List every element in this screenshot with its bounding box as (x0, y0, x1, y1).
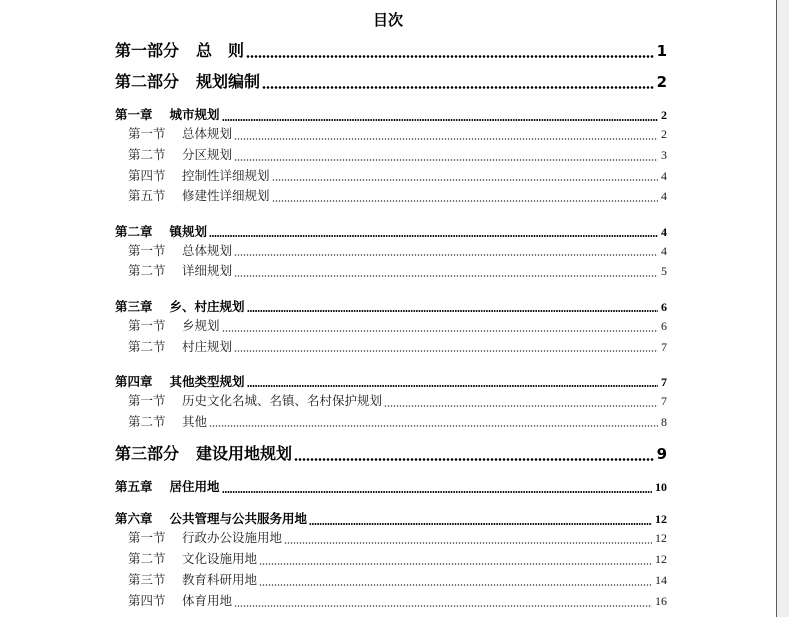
page-number: 12 (655, 552, 667, 567)
dot-leader (234, 254, 658, 256)
part-title: 规划编制 (196, 72, 261, 91)
toc-section-entry[interactable] (115, 124, 667, 145)
page-number: 6 (661, 318, 667, 333)
page-number: 16 (655, 593, 667, 608)
dot-leader (222, 119, 658, 121)
section-number: 第四节 (128, 167, 166, 183)
section-number: 第三节 (128, 572, 166, 588)
dot-leader (272, 200, 658, 202)
page-number: 4 (661, 168, 667, 183)
table-of-contents (115, 29, 667, 612)
page-number: 5 (661, 264, 667, 279)
page-number: 7 (661, 393, 667, 408)
page-number: 14 (655, 573, 667, 588)
chapter-number: 第三章 (115, 298, 153, 314)
toc-section-entry[interactable] (115, 337, 667, 358)
toc-heading: 目次 (372, 11, 403, 29)
part-title: 建设用地规划 (196, 444, 293, 464)
dot-leader (209, 235, 658, 237)
chapter-title: 城市规划 (169, 107, 220, 122)
toc-section-entry[interactable] (115, 591, 667, 612)
dot-leader (246, 55, 654, 58)
dot-leader (234, 350, 658, 352)
part-title: 总 则 (196, 41, 245, 60)
dot-leader (234, 159, 658, 161)
section-number: 第一节 (128, 392, 166, 408)
chapter-title: 镇规划 (169, 223, 208, 239)
toc-section-entry[interactable] (115, 145, 667, 166)
section-title: 文化设施用地 (182, 551, 258, 567)
toc-section-entry[interactable] (115, 528, 667, 549)
page-number: 10 (655, 480, 667, 495)
section-title: 行政办公设施用地 (182, 530, 283, 546)
section-title: 总体规划 (182, 126, 233, 141)
dot-leader (222, 491, 652, 493)
chapter-number: 第一章 (115, 107, 153, 122)
toc-section-entry[interactable] (115, 166, 667, 187)
dot-leader (209, 425, 658, 427)
toc-section-entry[interactable] (115, 391, 667, 412)
chapter-number: 第五章 (115, 479, 153, 495)
section-number: 第二节 (128, 338, 166, 354)
toc-chapter-entry[interactable] (115, 106, 667, 124)
part-number: 第二部分 (115, 72, 180, 91)
dot-leader (247, 385, 658, 387)
page-number: 4 (661, 243, 667, 258)
section-title: 乡规划 (182, 317, 220, 333)
section-title: 分区规划 (182, 146, 233, 162)
section-title: 控制性详细规划 (182, 167, 270, 183)
dot-leader (284, 542, 652, 544)
section-number: 第二节 (128, 146, 166, 162)
section-number: 第一节 (128, 317, 166, 333)
page-number: 2 (656, 73, 667, 91)
dot-leader (222, 330, 658, 332)
section-number: 第一节 (128, 126, 166, 141)
dot-leader (234, 275, 658, 277)
page-number: 3 (661, 147, 667, 162)
chapter-number: 第六章 (115, 511, 153, 527)
section-number: 第二节 (128, 551, 166, 567)
section-number: 第四节 (128, 592, 166, 608)
section-title: 其他 (182, 413, 208, 429)
dot-leader (259, 563, 652, 565)
section-number: 第一节 (128, 242, 166, 258)
page-number: 8 (661, 414, 667, 429)
section-title: 历史文化名城、名镇、名村保护规划 (182, 392, 383, 408)
chapter-title: 乡、村庄规划 (169, 298, 245, 314)
section-number: 第二节 (128, 263, 166, 279)
toc-section-entry[interactable] (115, 241, 667, 262)
dot-leader (262, 86, 654, 89)
page-number: 7 (661, 339, 667, 354)
page-number: 4 (661, 224, 667, 239)
section-number: 第一节 (128, 530, 166, 546)
toc-section-entry[interactable] (115, 316, 667, 337)
section-title: 体育用地 (182, 592, 233, 608)
page-number: 2 (661, 127, 667, 141)
dot-leader (234, 138, 658, 140)
toc-chapter-entry[interactable] (115, 373, 667, 391)
section-number: 第二节 (128, 413, 166, 429)
chapter-title: 居住用地 (169, 479, 220, 495)
dot-leader (384, 405, 658, 407)
toc-chapter-entry[interactable] (115, 223, 667, 241)
dot-leader (294, 458, 654, 461)
part-number: 第一部分 (115, 41, 180, 60)
section-title: 村庄规划 (182, 338, 233, 354)
page-number: 1 (656, 42, 667, 60)
toc-part-entry[interactable] (115, 39, 667, 63)
dot-leader (309, 523, 652, 525)
page-number: 4 (661, 189, 667, 204)
toc-section-entry[interactable] (115, 261, 667, 282)
section-title: 总体规划 (182, 242, 233, 258)
toc-chapter-entry[interactable] (115, 478, 667, 496)
dot-leader (234, 605, 652, 607)
toc-section-entry[interactable] (115, 549, 667, 570)
page-number: 6 (661, 299, 667, 314)
viewer-background (777, 0, 789, 617)
chapter-number: 第二章 (115, 223, 153, 239)
dot-leader (272, 179, 658, 181)
section-number: 第五节 (128, 188, 166, 204)
page-number: 7 (661, 374, 667, 389)
section-title: 修建性详细规划 (182, 188, 270, 204)
dot-leader (247, 310, 658, 312)
toc-section-entry[interactable] (115, 570, 667, 591)
page-number: 12 (655, 512, 667, 527)
chapter-title: 其他类型规划 (169, 373, 245, 389)
part-number: 第三部分 (115, 444, 180, 464)
section-title: 教育科研用地 (182, 572, 258, 588)
dot-leader (259, 584, 652, 586)
page-number: 12 (655, 531, 667, 546)
chapter-number: 第四章 (115, 373, 153, 389)
page-number: 9 (656, 445, 667, 464)
toc-chapter-entry[interactable] (115, 298, 667, 316)
toc-chapter-entry[interactable] (115, 510, 667, 528)
toc-section-entry[interactable] (115, 412, 667, 433)
toc-part-entry[interactable] (115, 70, 667, 94)
toc-part-entry[interactable] (115, 442, 667, 466)
section-title: 详细规划 (182, 263, 233, 279)
toc-section-entry[interactable] (115, 186, 667, 207)
page-number: 2 (661, 108, 667, 122)
chapter-title: 公共管理与公共服务用地 (169, 511, 308, 527)
